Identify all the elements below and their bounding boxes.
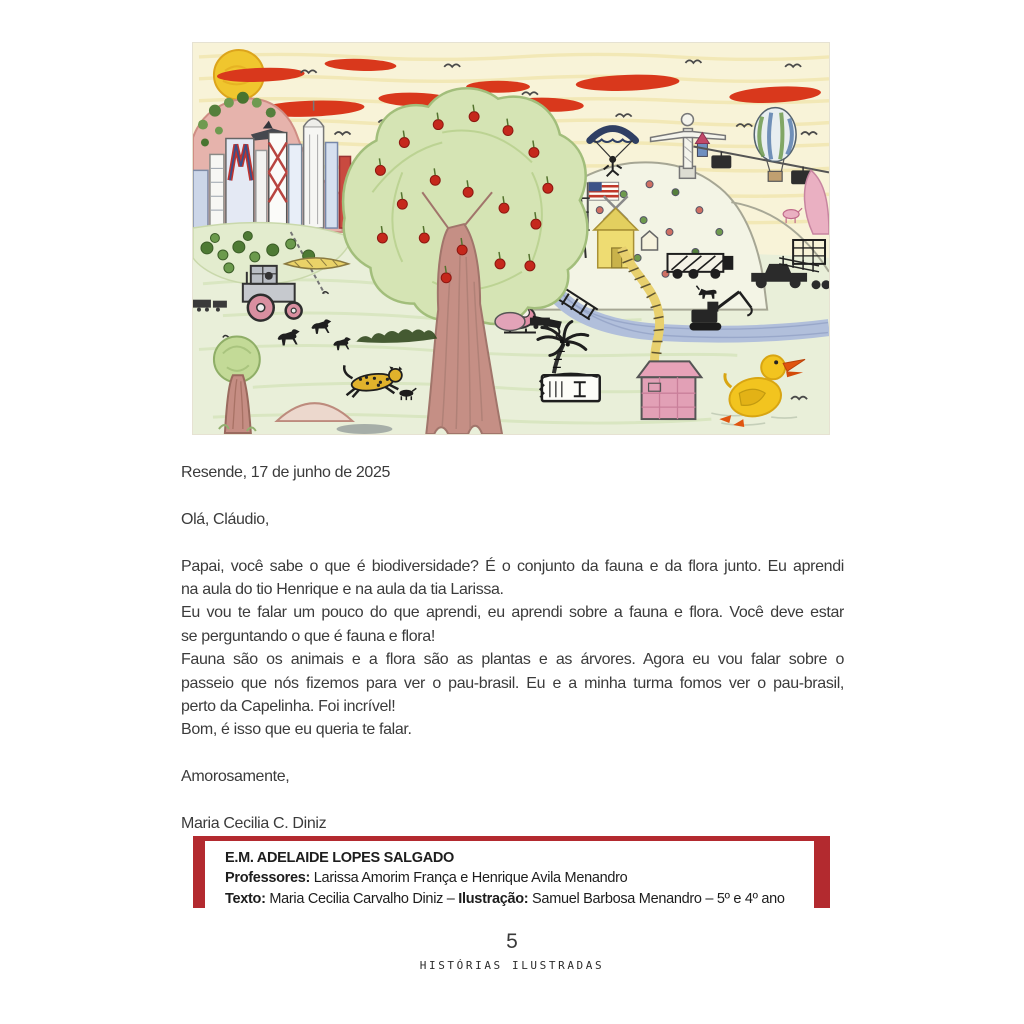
- credits-text: [225, 848, 805, 909]
- children-drawing-illustration: [192, 42, 830, 435]
- blank-line: [181, 742, 844, 765]
- duck-eye: [774, 360, 778, 364]
- credits-box: [193, 836, 830, 908]
- letter-line: Eu vou te falar um pouco do que aprendi, eu aprendi sobre a fauna e flora. Você deve estar: [181, 604, 844, 622]
- gondola: [711, 155, 731, 168]
- text-label: Texto:: [225, 890, 266, 907]
- drawing-canvas: [193, 43, 829, 434]
- illustration-label: Ilustração:: [458, 890, 529, 907]
- series-title: HISTÓRIAS ILUSTRADAS: [419, 959, 605, 972]
- pink-box-house: [638, 361, 702, 419]
- letter-text: [181, 461, 844, 835]
- blank-line: [181, 788, 844, 811]
- page-number: 5: [506, 930, 518, 953]
- letter-line: na aula do tio Henrique e na aula da tia Larissa.: [181, 580, 504, 598]
- pink-blob: [495, 313, 525, 331]
- letter-line: perto da Capelinha. Foi incrível!: [181, 697, 396, 715]
- teachers-label: Professores:: [225, 870, 311, 887]
- red-bracket-left: [193, 841, 205, 908]
- text-illustration-line: [225, 889, 805, 909]
- blank-line: [181, 484, 844, 507]
- gray-patch: [337, 424, 393, 434]
- school-name: E.M. ADELAIDE LOPES SALGADO: [225, 850, 455, 866]
- letter-closing: Amorosamente,: [181, 768, 290, 786]
- letter-greeting: Olá, Cláudio,: [181, 510, 269, 528]
- letter-line: se perguntando o que é fauna e flora!: [181, 627, 435, 645]
- blank-line: [181, 531, 844, 554]
- letter-line: passeio que nós fizemos para ver o pau-brasil. Eu e a minha turma fomos ver o pau-brasil,: [181, 674, 844, 692]
- teachers-line: [225, 868, 805, 888]
- letter-line: Bom, é isso que eu queria te falar.: [181, 721, 412, 739]
- duck-head: [761, 355, 785, 379]
- text-author: Maria Cecilia Carvalho Diniz –: [265, 890, 459, 907]
- illustration-author: Samuel Barbosa Menandro – 5º e 4º ano: [528, 890, 785, 907]
- red-bracket-right: [814, 841, 830, 908]
- letter-line: Papai, você sabe o que é biodiversidade? É o conjunto da fauna e da flora junto. Eu aprendi: [181, 557, 844, 575]
- letter-date: Resende, 17 de junho de 2025: [181, 464, 391, 481]
- letter-signature: Maria Cecilia C. Diniz: [181, 814, 327, 832]
- container-box: [540, 373, 600, 401]
- teachers-value: Larissa Amorim França e Henrique Avila Menandro: [310, 870, 628, 887]
- letter-line: Fauna são os animais e a flora são as plantas e as árvores. Agora eu vou falar sobre o: [181, 651, 844, 669]
